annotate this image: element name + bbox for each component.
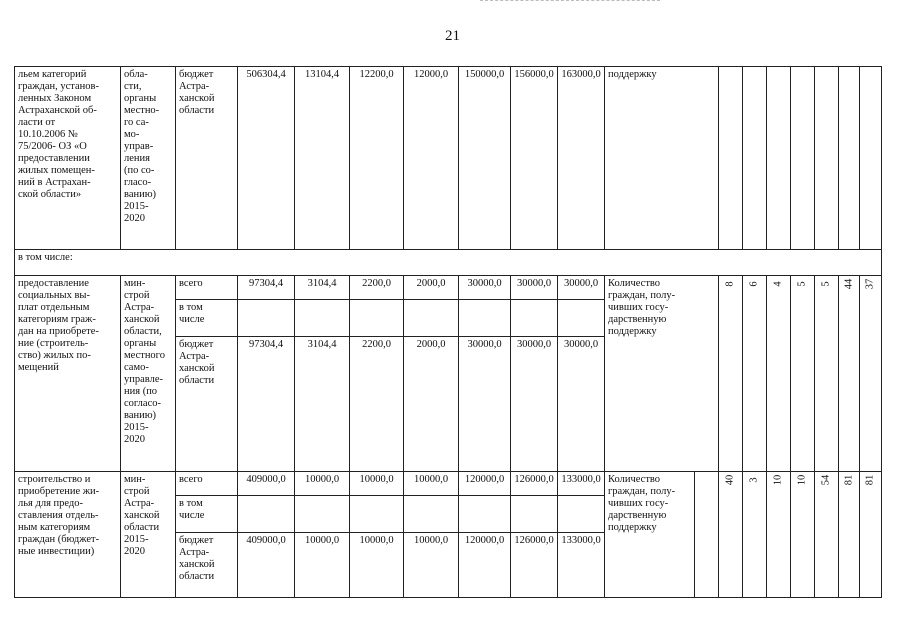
value-cell xyxy=(511,300,558,337)
value-cell: 10000,0 xyxy=(404,533,459,598)
value-cell xyxy=(404,496,459,533)
measure-name: строительство и приобретение жи- лья для предо- ставления отдель- ным категориям граждан (бюджет- ные инвестиции) xyxy=(15,472,121,598)
funding-source: в том числе xyxy=(176,496,238,533)
value-cell: 126000,0 xyxy=(511,472,558,496)
measure-name: предоставление социальных вы- плат отдельным категориям граж- дан на приобрете- ние (строитель- ство) жилых по- мещений xyxy=(15,276,121,472)
value-cell: 163000,0 xyxy=(558,67,605,250)
scan-artifact xyxy=(480,0,660,4)
table-row-section xyxy=(15,250,882,276)
value-cell: 156000,0 xyxy=(511,67,558,250)
indicator-cell xyxy=(815,67,839,250)
value-cell: 30000,0 xyxy=(459,337,511,472)
value-cell: 2200,0 xyxy=(350,276,404,300)
value-cell xyxy=(404,300,459,337)
value-cell: 12000,0 xyxy=(404,67,459,250)
indicator-cell xyxy=(719,67,743,250)
executor: обла- сти, органы местно- го са- мо- управ- ления (по со- гласо- ванию) 2015- 2020 xyxy=(121,67,176,250)
value-cell: 120000,0 xyxy=(459,533,511,598)
indicator-cell xyxy=(839,67,860,250)
indicator-value: 37 xyxy=(860,276,882,472)
value-cell: 10000,0 xyxy=(295,533,350,598)
table-row-top xyxy=(15,67,882,250)
value-cell xyxy=(558,496,605,533)
value-cell xyxy=(295,300,350,337)
value-cell xyxy=(350,300,404,337)
value-cell: 10000,0 xyxy=(404,472,459,496)
value-cell: 12200,0 xyxy=(350,67,404,250)
funding-source: бюджет Астра- ханской области xyxy=(176,337,238,472)
value-cell: 97304,4 xyxy=(238,276,295,300)
indicator-name: Количество граждан, полу- чивших госу- дарственную поддержку xyxy=(605,276,719,472)
value-cell: 506304,4 xyxy=(238,67,295,250)
indicator-value: 10 xyxy=(767,472,791,598)
funding-source: бюджет Астра- ханской области xyxy=(176,533,238,598)
section-label: в том числе: xyxy=(15,250,882,276)
value-cell: 126000,0 xyxy=(511,533,558,598)
indicator-cell xyxy=(743,67,767,250)
value-cell: 30000,0 xyxy=(558,276,605,300)
value-cell: 2000,0 xyxy=(404,276,459,300)
indicator-name: поддержку xyxy=(605,67,719,250)
value-cell: 97304,4 xyxy=(238,337,295,472)
indicator-value: 4 xyxy=(767,276,791,472)
value-cell xyxy=(350,496,404,533)
value-cell: 30000,0 xyxy=(511,276,558,300)
funding-source: в том числе xyxy=(176,300,238,337)
value-cell xyxy=(511,496,558,533)
value-cell: 10000,0 xyxy=(350,472,404,496)
value-cell xyxy=(238,300,295,337)
value-cell: 30000,0 xyxy=(459,276,511,300)
indicator-value: 81 xyxy=(860,472,882,598)
value-cell: 3104,4 xyxy=(295,276,350,300)
value-cell: 133000,0 xyxy=(558,533,605,598)
funding-source: всего xyxy=(176,276,238,300)
value-cell xyxy=(295,496,350,533)
page-number: 21 xyxy=(445,28,460,44)
value-cell: 409000,0 xyxy=(238,472,295,496)
indicator-name: Количество граждан, полу- чивших госу- дарственную поддержку xyxy=(605,472,695,598)
value-cell: 2200,0 xyxy=(350,337,404,472)
value-cell: 30000,0 xyxy=(558,337,605,472)
indicator-cell xyxy=(767,67,791,250)
value-cell xyxy=(459,496,511,533)
indicator-value: 10 xyxy=(791,472,815,598)
indicator-value: 44 xyxy=(839,276,860,472)
value-cell: 409000,0 xyxy=(238,533,295,598)
measure-name: льем категорий граждан, установ- ленных Законом Астраханской об- ласти от 10.10.2006 № 75/2006- ОЗ «О предоставлении жилых помещен- ний в Астрахан- ской области» xyxy=(15,67,121,250)
program-table xyxy=(14,66,882,598)
value-cell xyxy=(558,300,605,337)
value-cell: 10000,0 xyxy=(295,472,350,496)
value-cell: 133000,0 xyxy=(558,472,605,496)
value-cell: 3104,4 xyxy=(295,337,350,472)
indicator-value: 8 xyxy=(719,276,743,472)
value-cell xyxy=(238,496,295,533)
indicator-value: 6 xyxy=(743,276,767,472)
funding-source: бюджет Астра- ханской области xyxy=(176,67,238,250)
indicator-value: 54 xyxy=(815,472,839,598)
value-cell: 30000,0 xyxy=(511,337,558,472)
table-row xyxy=(15,472,882,496)
value-cell: 150000,0 xyxy=(459,67,511,250)
indicator-value: 3 xyxy=(743,472,767,598)
table-row xyxy=(15,276,882,300)
indicator-value: 81 xyxy=(839,472,860,598)
indicator-cell xyxy=(860,67,882,250)
indicator-value: 40 xyxy=(719,472,743,598)
value-cell: 10000,0 xyxy=(350,533,404,598)
value-cell: 13104,4 xyxy=(295,67,350,250)
executor: мин- строй Астра- ханской области, органы местного само- управле- ния (по согласо- ванию) 2015- 2020 xyxy=(121,276,176,472)
value-cell xyxy=(459,300,511,337)
value-cell: 120000,0 xyxy=(459,472,511,496)
funding-source: всего xyxy=(176,472,238,496)
indicator-cell xyxy=(695,472,719,598)
indicator-value: 5 xyxy=(791,276,815,472)
value-cell: 2000,0 xyxy=(404,337,459,472)
executor: мин- строй Астра- ханской области 2015- 2020 xyxy=(121,472,176,598)
indicator-value: 5 xyxy=(815,276,839,472)
indicator-cell xyxy=(791,67,815,250)
